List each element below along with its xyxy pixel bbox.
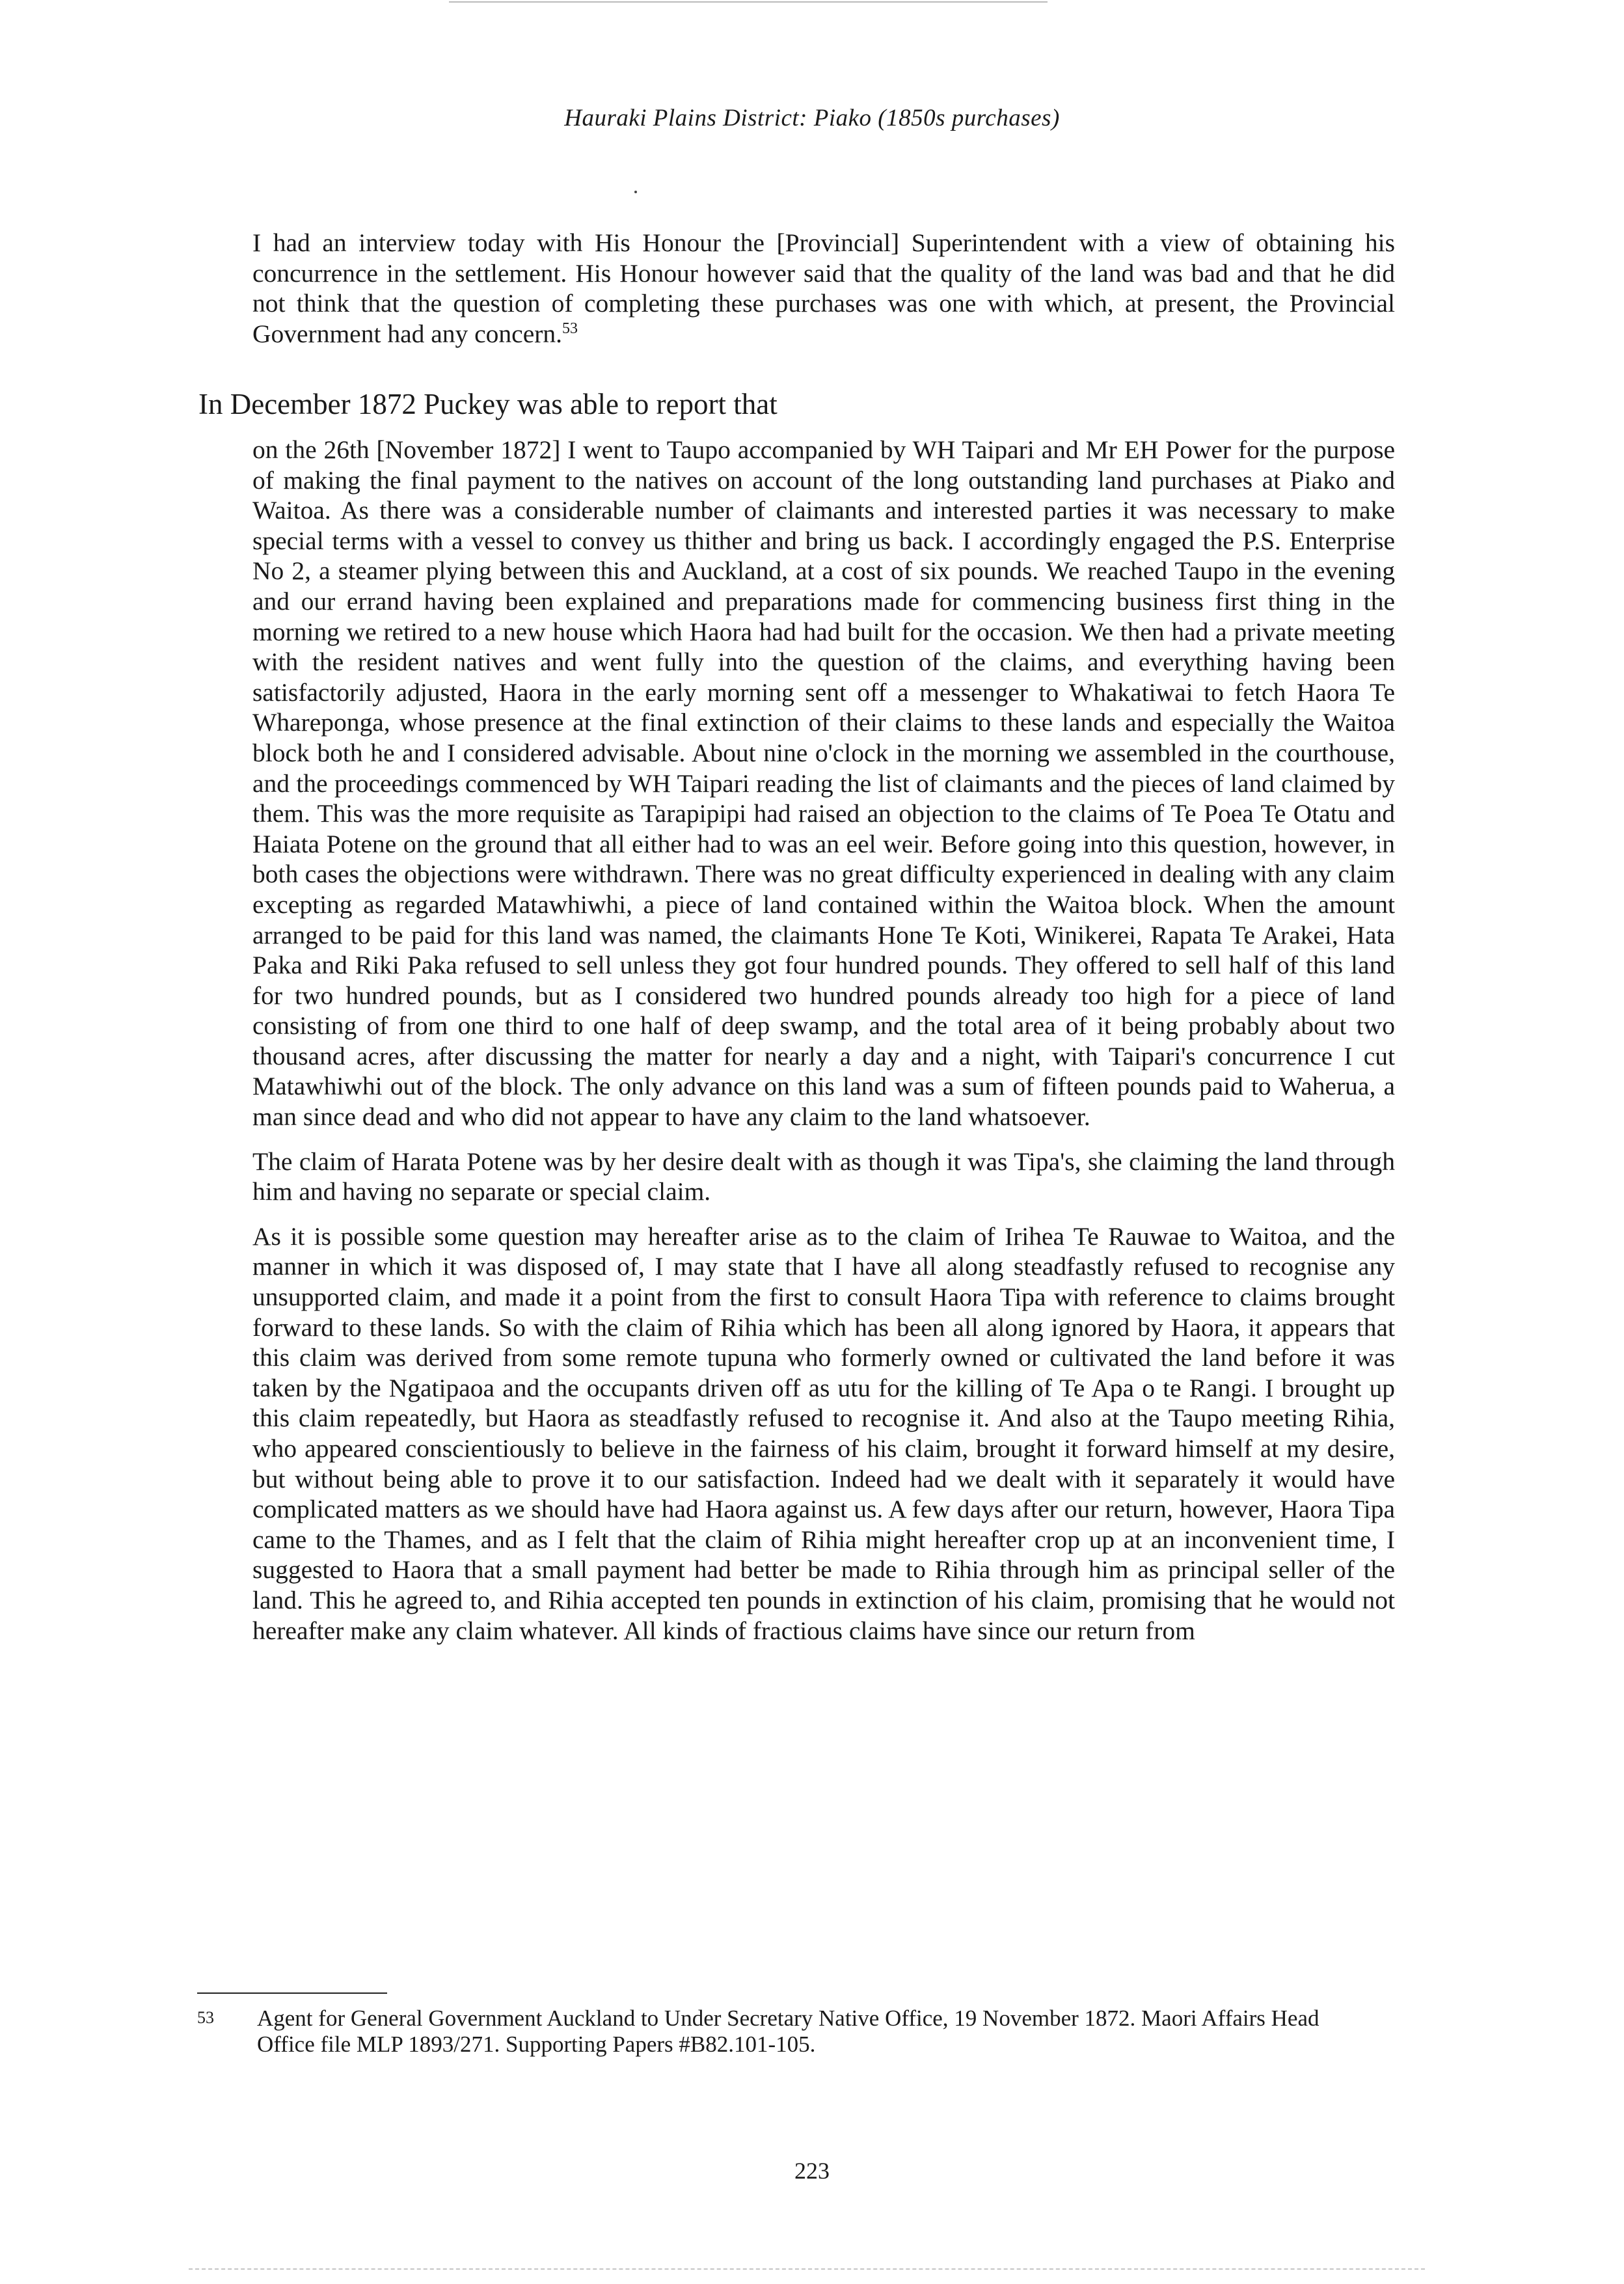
page-number: 223	[794, 2158, 830, 2184]
block-quote-text: I had an interview today with His Honour the [Provincial] Superintendent with a view of obtaining his concurrence in the settlement. His Honour however said that the quality of the land was bad and that he did not think that the question of completing these purchases was one with which, at present, the Provincial Government had any concern.	[252, 228, 1395, 348]
block-quote-superintendent	[252, 228, 1395, 349]
footnote-reference[interactable]: 53	[562, 319, 578, 337]
bottom-scan-rule	[189, 2268, 1425, 2270]
footnote-text: Agent for General Government Auckland to Under Secretary Native Office, 19 November 1872. Maori Affairs Head Office file MLP 1893/271. Supporting Papers #B82.101-105.	[257, 2005, 1320, 2057]
body-paragraph: In December 1872 Puckey was able to report that	[198, 388, 778, 420]
quote-paragraph: on the 26th [November 1872] I went to Taupo accompanied by WH Taipari and Mr EH Power for the purpose of making the final payment to the natives on account of the long outstanding land purchases at Piako and Waitoa. As there was a considerable number of claimants and interested parties it was necessary to make special terms with a vessel to convey us thither and bring us back. I accordingly engaged the P.S. Enterprise No 2, a steamer plying between this and Auckland, at a cost of six pounds. We reached Taupo in the evening and our errand having been explained and preparations made for commencing business first thing in the morning we retired to a new house which Haora had had built for the occasion. We then had a private meeting with the resident natives and went fully into the question of the claims, and everything having been satisfactorily adjusted, Haora in the early morning sent off a messenger to Whakatiwai to fetch Haora Te Whareponga, whose presence at the final extinction of their claims to these lands and especially the Waitoa block both he and I considered advisable. About nine o'clock in the morning we assembled in the courthouse, and the proceedings commenced by WH Taipari reading the list of claimants and the pieces of land claimed by them. This was the more requisite as Tarapipipi had raised an objection to the claims of Te Poea Te Otatu and Haiata Potene on the ground that all either had to was an eel weir. Before going into this question, however, in both cases the objections were withdrawn. There was no great difficulty experienced in dealing with any claim excepting as regarded Matawhiwhi, a piece of land contained within the Waitoa block. When the amount arranged to be paid for this land was named, the claimants Hone Te Koti, Winikerei, Rapata Te Arakei, Hata Paka and Riki Paka refused to sell unless they got four hundred pounds. They offered to sell half of this land for two hundred pounds, but as I considered two hundred pounds already too high for a piece of land consisting of from one third to one half of deep swamp, and the total area of it being probably about two thousand acres, after discussing the matter for nearly a day and a night, with Taipari's concurrence I cut Matawhiwhi out of the block. The only advance on this land was a sum of fifteen pounds paid to Waherua, a man since dead and who did not appear to have any claim to the land whatsoever.	[252, 435, 1395, 1132]
running-head: Hauraki Plains District: Piako (1850s purchases)	[564, 105, 1060, 131]
quote-paragraph: As it is possible some question may hereafter arise as to the claim of Irihea Te Rauwae to Waitoa, and the manner in which it was disposed of, I may state that I have all along steadfastly refused to recognise any unsupported claim, and made it a point from the first to consult Haora Tipa with reference to claims brought forward to these lands. So with the claim of Rihia which has been all along ignored by Haora, it appears that this claim was derived from some remote tupuna who formerly owned or cultivated the land before it was taken by the Ngatipaoa and the occupants driven off as utu for the killing of Te Apa o te Rangi. I brought up this claim repeatedly, but Haora as steadfastly refused to recognise it. And also at the Taupo meeting Rihia, who appeared conscientiously to believe in the fairness of his claim, brought it forward himself at my desire, but without being able to prove it to our satisfaction. Indeed had we dealt with it separately it would have complicated matters as we should have had Haora against us. A few days after our return, however, Haora Tipa came to the Thames, and as I felt that the claim of Rihia might hereafter crop up at an inconvenient time, I suggested to Haora that a small payment had better be made to Rihia through him as principal seller of the land. This he agreed to, and Rihia accepted ten pounds in extinction of his claim, promising that he would not hereafter make any claim whatever. All kinds of fractious claims have since our return from	[252, 1221, 1395, 1645]
quote-paragraph: The claim of Harata Potene was by her desire dealt with as though it was Tipa's, she claiming the land through him and having no separate or special claim.	[252, 1147, 1395, 1206]
footnote-number: 53	[197, 2008, 214, 2027]
top-scan-rule	[449, 1, 1048, 3]
block-quote-puckey-report	[252, 435, 1395, 1660]
footnote-separator	[197, 1992, 387, 1994]
scan-speck	[634, 191, 637, 193]
